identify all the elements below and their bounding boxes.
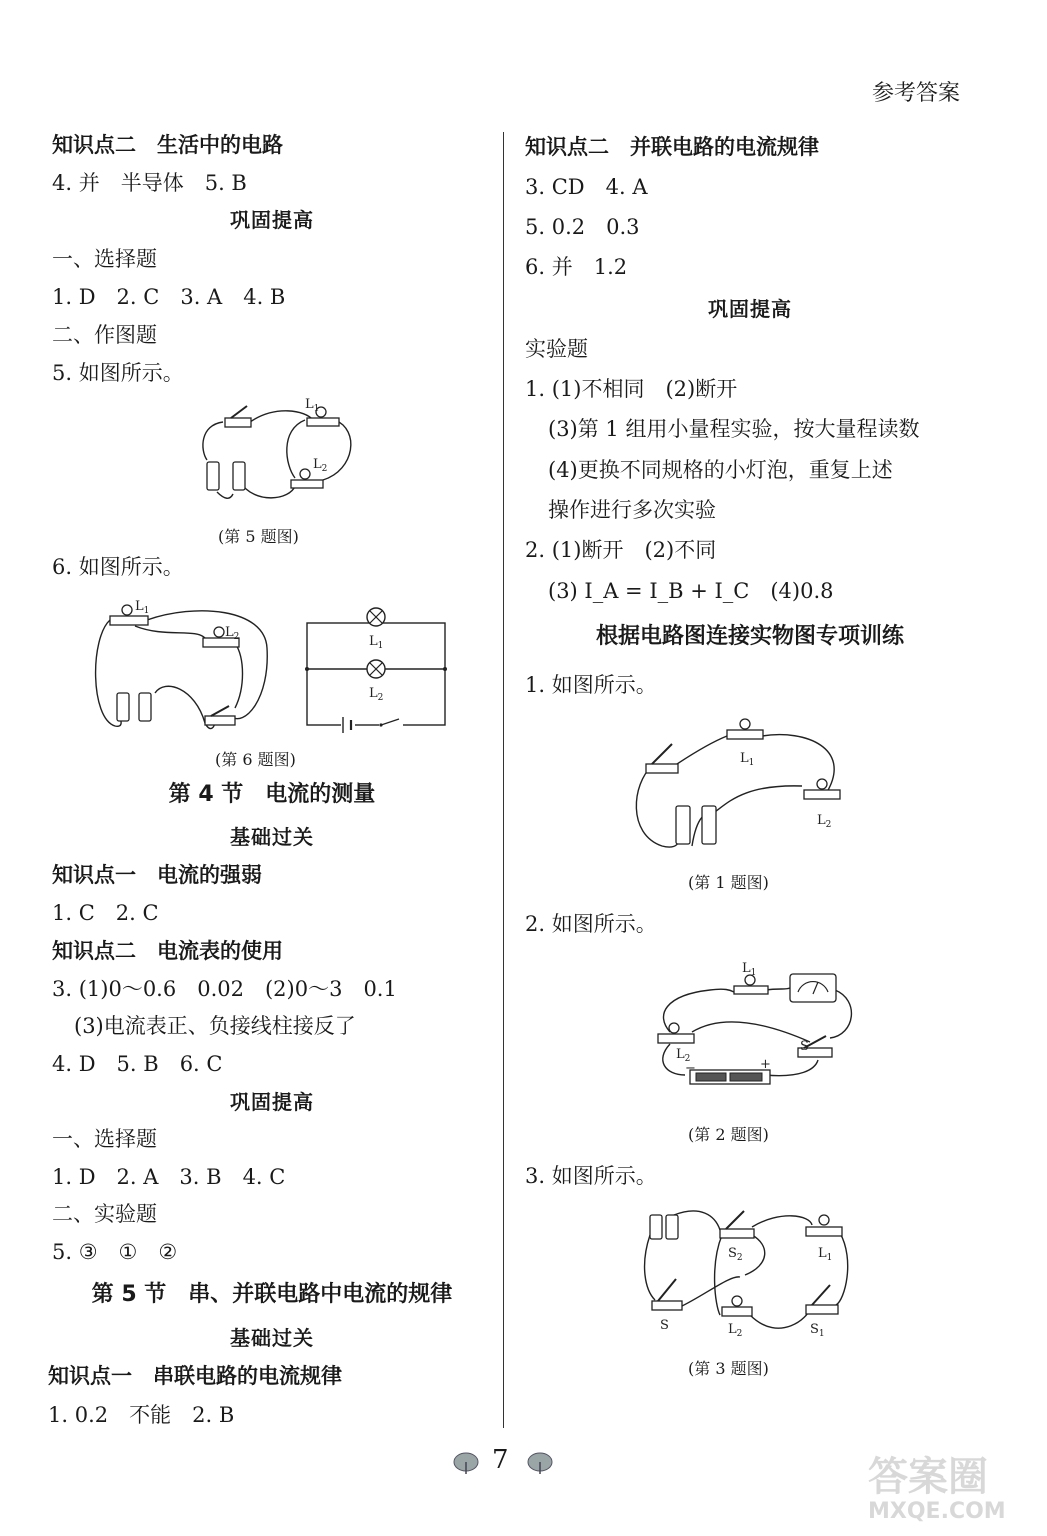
header-title: 参考答案 — [872, 81, 961, 106]
figure-6-schematic — [305, 605, 450, 730]
right-figure-1-caption: (第 1 题图) — [688, 873, 769, 892]
left-line-21: 5. ③ ① ② — [52, 1240, 178, 1264]
rfig2-plus: + — [760, 1057, 771, 1072]
figure-5-caption: (第 5 题图) — [218, 527, 299, 546]
left-line-1: 知识点二 生活中的电路 — [52, 132, 283, 157]
left-line-20: 二、实验题 — [52, 1202, 157, 1226]
fig6-schem-label-l1: $L_1$ — [369, 634, 384, 651]
right-line-8: (3)第 1 组用小量程实验，按大量程读数 — [548, 417, 920, 441]
right-line-2: 3. CD 4. A — [525, 175, 648, 199]
rfig3-label-s: S — [660, 1318, 669, 1333]
figure-6-caption: (第 6 题图) — [215, 750, 296, 769]
right-line-12: (3) I_A = I_B + I_C (4)0.8 — [548, 579, 834, 603]
left-line-5: 1. D 2. C 3. A 4. B — [52, 285, 286, 309]
left-line-15: (3)电流表正、负接线柱接反了 — [74, 1014, 356, 1038]
right-line-15: 2. 如图所示。 — [525, 912, 657, 936]
right-line-4: 6. 并 1.2 — [525, 255, 628, 279]
watermark-logo — [868, 1455, 1038, 1529]
left-line-19: 1. D 2. A 3. B 4. C — [52, 1165, 286, 1189]
fig6-schem-label-l2: $L_2$ — [369, 686, 384, 703]
right-line-6: 实验题 — [525, 337, 588, 361]
left-line-11: 知识点一 电流的强弱 — [52, 862, 262, 887]
fig5-label-l2: $L_2$ — [313, 457, 328, 474]
left-heading-basics-2: 基础过关 — [230, 1326, 314, 1350]
fig6-label-l1: $L_1$ — [135, 599, 150, 616]
right-line-9: (4)更换不同规格的小灯泡，重复上述 — [548, 458, 893, 482]
fig6-label-l2: $L_2$ — [225, 625, 240, 642]
right-figure-2-circuit — [650, 960, 865, 1095]
leaf-icon-right — [526, 1450, 554, 1476]
left-line-6: 二、作图题 — [52, 323, 157, 347]
left-line-14: 3. (1)0～0.6 0.02 (2)0～3 0.1 — [52, 977, 397, 1001]
left-line-13: 知识点二 电流表的使用 — [52, 938, 283, 963]
rfig2-label-l2: $L_2$ — [676, 1047, 691, 1064]
right-line-16: 3. 如图所示。 — [525, 1164, 657, 1188]
right-figure-3-caption: (第 3 题图) — [688, 1359, 769, 1378]
left-heading-basics: 基础过关 — [230, 825, 314, 849]
left-line-4: 一、选择题 — [52, 247, 157, 271]
right-figure-3-circuit — [640, 1205, 860, 1345]
rfig2-label-s: S — [800, 1039, 809, 1054]
rfig1-label-l1: $L_1$ — [740, 751, 755, 768]
watermark-line1: 答案圈 — [868, 1454, 988, 1500]
rfig3-label-l1: $L_1$ — [818, 1246, 833, 1263]
left-section-5: 第 5 节 串、并联电路中电流的规律 — [91, 1282, 453, 1307]
right-line-3: 5. 0.2 0.3 — [525, 215, 640, 239]
rfig3-label-l2: $L_2$ — [728, 1322, 743, 1339]
fig5-label-l1: $L_1$ — [305, 397, 320, 414]
right-line-14: 1. 如图所示。 — [525, 673, 657, 697]
right-figure-2-caption: (第 2 题图) — [688, 1125, 769, 1144]
left-line-16: 4. D 5. B 6. C — [52, 1052, 223, 1076]
left-line-12: 1. C 2. C — [52, 901, 159, 925]
leaf-icon-left — [452, 1450, 480, 1476]
left-line-18: 一、选择题 — [52, 1127, 157, 1151]
figure-5-circuit — [195, 397, 365, 515]
left-heading-consolidate-2: 巩固提高 — [230, 1090, 314, 1114]
left-line-25: 1. 0.2 不能 2. B — [48, 1403, 235, 1427]
rfig1-label-l2: $L_2$ — [817, 813, 832, 830]
left-line-7: 5. 如图所示。 — [52, 361, 184, 385]
left-line-8: 6. 如图所示。 — [52, 555, 184, 579]
rfig3-label-s2: $S_2$ — [728, 1246, 743, 1263]
right-line-11: 2. (1)断开 (2)不同 — [525, 538, 717, 562]
rfig3-label-s1: $S_1$ — [810, 1322, 825, 1339]
left-line-24: 知识点一 串联电路的电流规律 — [48, 1363, 342, 1388]
left-section-4: 第 4 节 电流的测量 — [168, 782, 376, 807]
right-heading-consolidate: 巩固提高 — [708, 297, 792, 321]
watermark-line2: MXQE.COM — [868, 1499, 1006, 1524]
figure-6-physical-circuit — [95, 598, 275, 738]
right-line-10: 操作进行多次实验 — [548, 498, 716, 522]
right-section-training: 根据电路图连接实物图专项训练 — [595, 624, 904, 649]
rfig2-label-l1: $L_1$ — [742, 961, 757, 978]
left-line-2: 4. 并 半导体 5. B — [52, 171, 247, 195]
left-heading-consolidate: 巩固提高 — [230, 208, 314, 232]
page-number: 7 — [492, 1445, 509, 1475]
rfig2-minus: − — [685, 1061, 696, 1076]
right-line-7: 1. (1)不相同 (2)断开 — [525, 377, 738, 401]
right-line-1: 知识点二 并联电路的电流规律 — [525, 134, 819, 159]
column-divider — [503, 132, 504, 1428]
right-figure-1-circuit — [632, 714, 862, 859]
